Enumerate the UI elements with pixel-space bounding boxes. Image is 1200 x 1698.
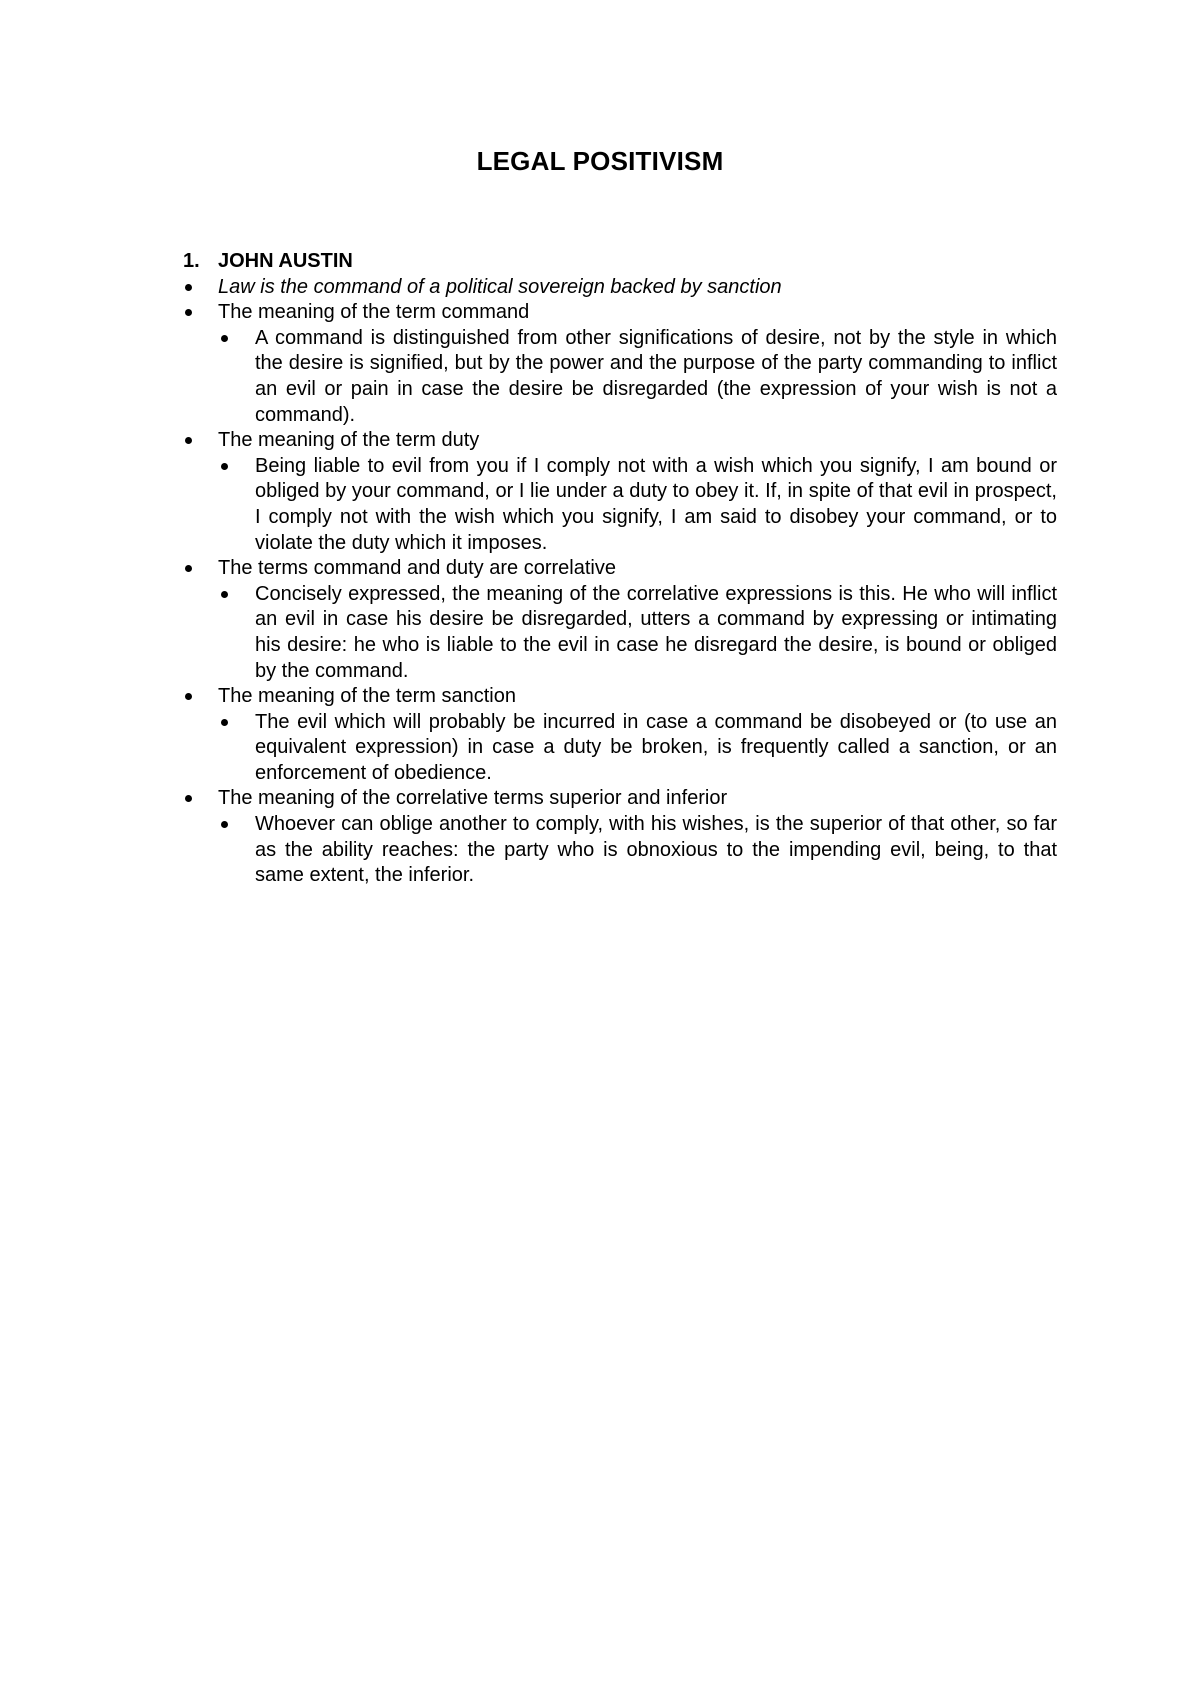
- bullet-icon: [185, 795, 192, 802]
- bullet-item: [183, 300, 1057, 326]
- sub-bullet-item: [183, 454, 1057, 556]
- bullet-icon: [221, 591, 228, 598]
- sub-bullet-item: [183, 326, 1057, 428]
- bullet-text: The meaning of the correlative terms superior and inferior: [218, 787, 728, 810]
- bullet-icon: [185, 437, 192, 444]
- bullet-icon: [221, 719, 228, 726]
- sub-bullet-text: Concisely expressed, the meaning of the correlative expressions is this. He who will inflict an evil in case his desire be disregarded, utters a command by expressing or intimating his desire: he who is liable to the evil in case he disregard the desire, is bound or obliged by the command.: [255, 582, 1057, 682]
- sub-bullet-item: [183, 582, 1057, 684]
- bullet-icon: [185, 309, 192, 316]
- sub-bullet-text: Being liable to evil from you if I comply not with a wish which you signify, I am bound or obliged by your command, or I lie under a duty to obey it. If, in spite of that evil in prospect, I comply not with the wish which you signify, I am said to disobey your command, or to violate the duty which it imposes.: [255, 454, 1057, 554]
- section-heading-text: JOHN AUSTIN: [218, 250, 353, 272]
- bullet-text: Law is the command of a political sovereign backed by sanction: [218, 275, 782, 298]
- bullet-item: [183, 275, 1057, 301]
- bullet-item: [183, 556, 1057, 582]
- section-number: 1.: [183, 250, 200, 272]
- bullet-text: The meaning of the term sanction: [218, 685, 516, 708]
- bullet-text: The terms command and duty are correlative: [218, 557, 616, 580]
- bullet-icon: [185, 565, 192, 572]
- bullet-icon: [185, 693, 192, 700]
- sub-bullet-item: [183, 710, 1057, 787]
- bullet-icon: [221, 335, 228, 342]
- page-title: LEGAL POSITIVISM: [476, 146, 724, 176]
- bullet-item: [183, 428, 1057, 454]
- bullet-text: The meaning of the term duty: [218, 429, 480, 452]
- document-body: [183, 249, 1057, 889]
- bullet-item: [183, 684, 1057, 710]
- bullet-list: [183, 275, 1057, 889]
- sub-bullet-text: A command is distinguished from other significations of desire, not by the style in which the desire is signified, but by the power and the purpose of the party commanding to inflict an evil or pain in case the desire be disregarded (the expression of your wish is not a command).: [255, 326, 1057, 426]
- bullet-icon: [185, 284, 192, 291]
- sub-bullet-text: The evil which will probably be incurred in case a command be disobeyed or (to use an equivalent expression) in case a duty be broken, is frequently called a sanction, or an enforcement of obedience.: [255, 710, 1057, 784]
- section-heading: [183, 249, 1057, 275]
- sub-bullet-item: [183, 812, 1057, 889]
- bullet-icon: [221, 463, 228, 470]
- sub-bullet-text: Whoever can oblige another to comply, with his wishes, is the superior of that other, so far as the ability reaches: the party who is obnoxious to the impending evil, being, to that same extent, the inferior.: [255, 813, 1057, 887]
- bullet-item: [183, 786, 1057, 812]
- bullet-icon: [221, 821, 228, 828]
- bullet-text: The meaning of the term command: [218, 301, 530, 324]
